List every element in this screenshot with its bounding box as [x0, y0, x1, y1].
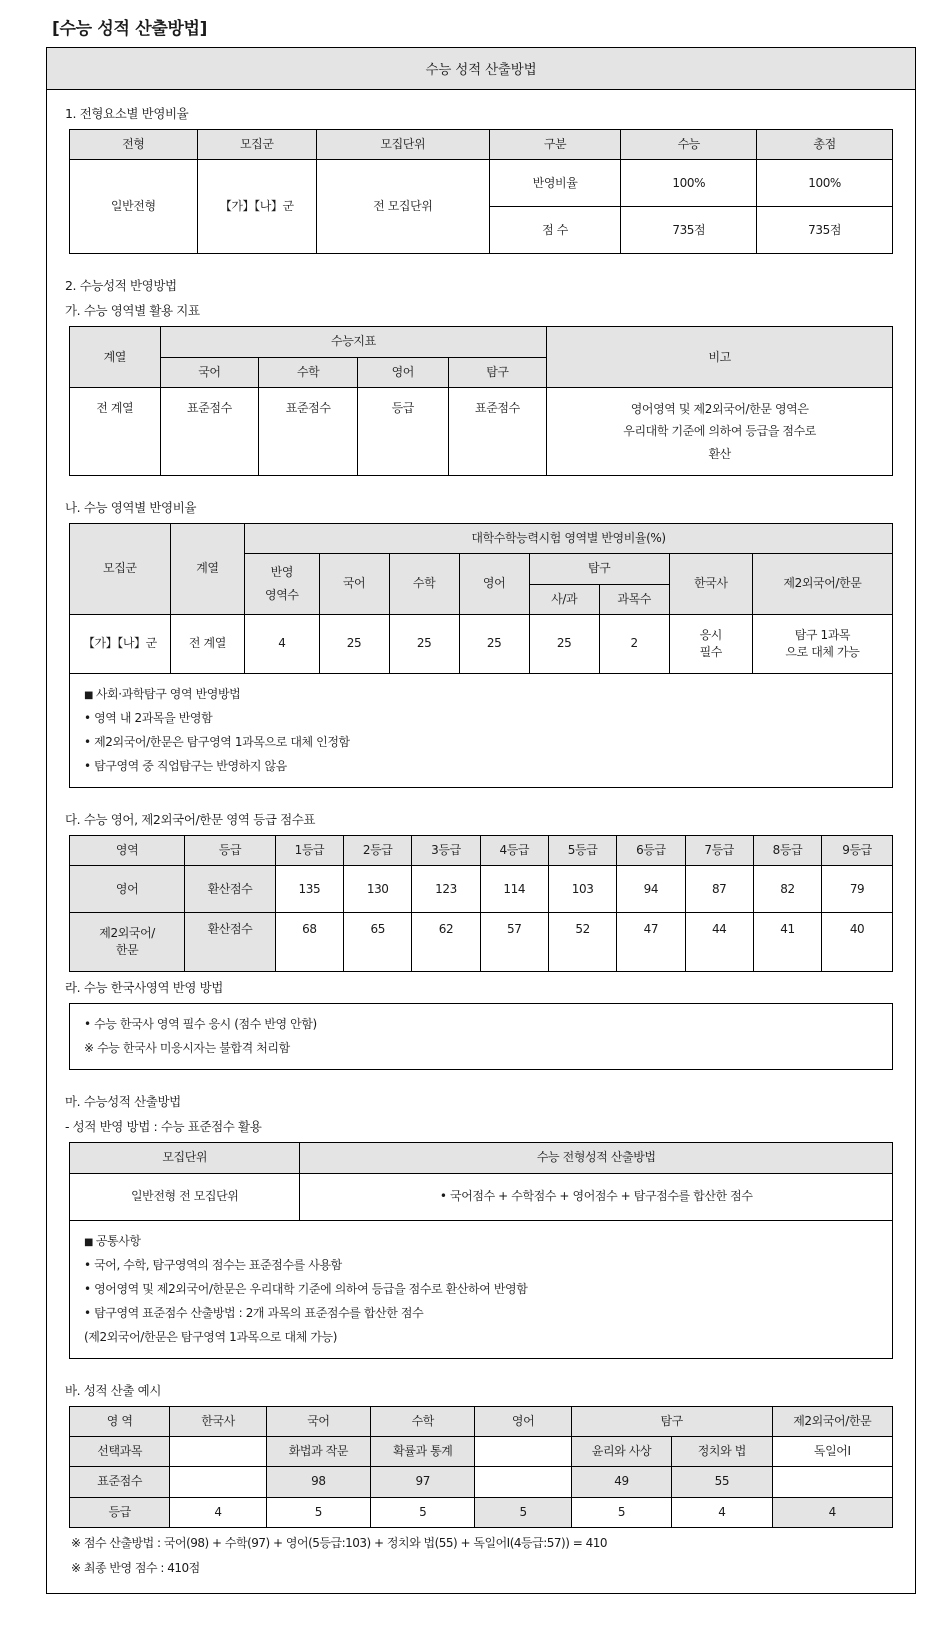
section2-heading: 2. 수능성적 반영방법	[65, 278, 177, 294]
cell-index-english: 등급	[358, 388, 449, 476]
document-outer-frame	[46, 47, 916, 1594]
table-score-example	[69, 1406, 893, 1529]
note-box-common	[69, 1221, 893, 1359]
th-unit: 모집단위	[316, 130, 489, 160]
th-subject-korean: 국어	[160, 357, 259, 387]
cell-remark	[547, 388, 893, 476]
cell-english-g2: 130	[344, 866, 412, 913]
cell-index-explore: 표준점수	[448, 388, 547, 476]
note-item: • 국어, 수학, 탐구영역의 점수는 표준점수를 사용함	[82, 1253, 880, 1277]
cell-english-ratio: 25	[459, 614, 529, 673]
cell-second-lang-value	[752, 614, 892, 673]
table-suneung-indices	[69, 326, 893, 475]
table-header-row	[70, 327, 893, 357]
th-grade-8: 8등급	[753, 835, 821, 865]
section2-da-heading: 다. 수능 영어, 제2외국어/한문 영역 등급 점수표	[65, 811, 316, 827]
section2-na-heading: 나. 수능 영역별 반영비율	[65, 499, 197, 515]
note-item: • 영어영역 및 제2외국어/한문은 우리대학 기준에 의하여 등급을 점수로 환산하여 반영함	[82, 1277, 880, 1301]
th-grade-2: 2등급	[344, 835, 412, 865]
th-korean: 국어	[266, 1406, 370, 1436]
th-english: 영어	[459, 554, 529, 615]
th-remark: 비고	[547, 327, 893, 388]
table-row	[70, 1437, 893, 1467]
th-explore: 탐구	[529, 554, 669, 584]
table-area-ratio	[69, 523, 893, 674]
cell-method-value: • 국어점수 + 수학점수 + 영어점수 + 탐구점수를 합산한 점수	[300, 1173, 893, 1220]
th-ratio-span-title: 대학수학능력시험 영역별 반영비율(%)	[245, 523, 893, 553]
table-header-row	[70, 523, 893, 553]
th-area-count	[245, 554, 319, 615]
cell-sl-g7: 44	[685, 913, 753, 972]
th-series: 계열	[170, 523, 244, 614]
cell-unit-value: 일반전형 전 모집단위	[70, 1173, 300, 1220]
note-item: • 영역 내 2과목을 반영함	[82, 706, 880, 730]
cell-english-grade: 5	[475, 1497, 571, 1527]
cell-explore-subject-count: 2	[599, 614, 669, 673]
cell-area-second-lang	[70, 913, 185, 972]
document-banner-title: 수능 성적 산출방법	[47, 48, 915, 90]
cell-sl-g1: 68	[275, 913, 343, 972]
cell-math-ratio: 25	[389, 614, 459, 673]
cell-korean-grade: 5	[266, 1497, 370, 1527]
cell-history-grade: 4	[170, 1497, 266, 1527]
cell-english-g5: 103	[548, 866, 616, 913]
cell-history	[170, 1437, 266, 1467]
th-area: 영 역	[70, 1406, 170, 1436]
th-math: 수학	[371, 1406, 475, 1436]
th-english: 영어	[475, 1406, 571, 1436]
footnote-final-score: ※ 최종 반영 점수 : 410점	[71, 1561, 200, 1576]
section1-heading: 1. 전형요소별 반영비율	[65, 106, 189, 121]
table-row	[70, 1173, 893, 1220]
cell-korean-subject: 화법과 작문	[266, 1437, 370, 1467]
th-explore-type: 사/과	[529, 584, 599, 614]
cell-sl-g8: 41	[753, 913, 821, 972]
note-item: • 수능 한국사 영역 필수 응시 (점수 반영 안함)	[82, 1012, 880, 1036]
cell-series-value: 전 계열	[70, 388, 161, 476]
cell-explore-grade-2: 4	[672, 1497, 772, 1527]
th-grade-9: 9등급	[822, 835, 893, 865]
cell-sl-g3: 62	[412, 913, 480, 972]
section2-ra-heading: 라. 수능 한국사영역 반영 방법	[65, 980, 223, 996]
table-score-calculation	[69, 1142, 893, 1220]
table-row	[70, 614, 893, 673]
cell-sl-g9: 40	[822, 913, 893, 972]
th-korean: 국어	[319, 554, 389, 615]
table-row	[70, 388, 893, 476]
cell-second-lang-subject: 독일어Ⅰ	[772, 1437, 892, 1467]
th-transform: 전형	[70, 130, 198, 160]
cell-score-label: 점 수	[489, 207, 621, 254]
th-unit: 모집단위	[70, 1143, 300, 1173]
table-header-row	[70, 835, 893, 865]
cell-sl-g6: 47	[617, 913, 685, 972]
cell-english-g4: 114	[480, 866, 548, 913]
table-grade-conversion	[69, 835, 893, 972]
th-method: 수능 전형성적 산출방법	[300, 1143, 893, 1173]
note-item: (제2외국어/한문은 탐구영역 1과목으로 대체 가능)	[84, 1329, 337, 1344]
table-row	[70, 913, 893, 972]
table-row	[70, 1467, 893, 1497]
th-grade-3: 3등급	[412, 835, 480, 865]
table-header-row	[70, 130, 893, 160]
cell-english	[475, 1467, 571, 1497]
table-admission-ratio	[69, 129, 893, 254]
th-history: 한국사	[669, 554, 752, 615]
cell-english	[475, 1437, 571, 1467]
th-grade-4: 4등급	[480, 835, 548, 865]
cell-korean-ratio: 25	[319, 614, 389, 673]
remark-line-1: 영어영역 및 제2외국어/한문 영역은	[630, 402, 809, 417]
note-heading: ■ 공통사항	[82, 1229, 880, 1253]
th-math: 수학	[389, 554, 459, 615]
cell-group-value: 【가】【나】군	[70, 614, 171, 673]
cell-english-g7: 87	[685, 866, 753, 913]
th-total: 총점	[757, 130, 893, 160]
remark-line-3: 환산	[708, 446, 731, 461]
th-suneung: 수능	[621, 130, 757, 160]
note-item: ※ 수능 한국사 미응시자는 불합격 처리함	[84, 1041, 290, 1056]
remark-line-2: 우리대학 기준에 의하여 등급을 점수로	[623, 424, 816, 439]
document-body	[47, 90, 915, 1593]
cell-ratio-total: 100%	[757, 160, 893, 207]
table-row	[70, 160, 893, 207]
th-second-lang: 제2외국어/한문	[772, 1406, 892, 1436]
note-item: • 탐구영역 중 직업탐구는 반영하지 않음	[82, 754, 880, 778]
cell-index-korean: 표준점수	[160, 388, 259, 476]
cell-explore-subject-1: 윤리와 사상	[571, 1437, 671, 1467]
cell-math-grade: 5	[371, 1497, 475, 1527]
cell-korean-score: 98	[266, 1467, 370, 1497]
cell-area-second-lang-line2: 한문	[115, 943, 139, 958]
th-grade-1: 1등급	[275, 835, 343, 865]
table-row	[70, 866, 893, 913]
note-box-history	[69, 1003, 893, 1070]
cell-unit-value: 전 모집단위	[316, 160, 489, 254]
cell-math-subject: 확률과 통계	[371, 1437, 475, 1467]
th-grade: 등급	[185, 835, 276, 865]
cell-group-value: 【가】【나】군	[197, 160, 316, 254]
th-group: 모집군	[70, 523, 171, 614]
cell-ratio-suneung: 100%	[621, 160, 757, 207]
cell-metric-second-lang: 환산점수	[185, 913, 276, 972]
cell-row-label: 등급	[70, 1497, 170, 1527]
cell-sl-g4: 57	[480, 913, 548, 972]
note-heading: ■ 사회·과학탐구 영역 반영방법	[82, 682, 880, 706]
th-grade-7: 7등급	[685, 835, 753, 865]
cell-ratio-label: 반영비율	[489, 160, 621, 207]
th-grade-6: 6등급	[617, 835, 685, 865]
th-area-count-line2: 영역수	[265, 588, 299, 603]
note-item: • 탐구영역 표준점수 산출방법 : 2개 과목의 표준점수를 합산한 점수	[82, 1301, 880, 1325]
cell-history-line2: 필수	[699, 644, 722, 659]
cell-score-suneung: 735점	[621, 207, 757, 254]
cell-history-line1: 응시	[699, 627, 722, 642]
th-subject-explore: 탐구	[448, 357, 547, 387]
cell-sl-g2: 65	[344, 913, 412, 972]
th-index-group: 수능지표	[160, 327, 547, 357]
cell-explore-ratio: 25	[529, 614, 599, 673]
cell-english-g8: 82	[753, 866, 821, 913]
section2-ba-heading: 바. 성적 산출 예시	[65, 1382, 162, 1398]
cell-explore-score-2: 55	[672, 1467, 772, 1497]
cell-history-value	[669, 614, 752, 673]
th-area-count-line1: 반영	[270, 564, 294, 579]
th-explore-count: 과목수	[599, 584, 669, 614]
cell-series-value: 전 계열	[170, 614, 244, 673]
cell-english-g1: 135	[275, 866, 343, 913]
cell-area-english: 영어	[70, 866, 185, 913]
cell-second-lang-line1: 탐구 1과목	[794, 627, 851, 642]
table-header-row	[70, 1406, 893, 1436]
th-division: 구분	[489, 130, 621, 160]
th-group: 모집군	[197, 130, 316, 160]
th-series: 계열	[70, 327, 161, 388]
note-item: • 제2외국어/한문은 탐구영역 1과목으로 대체 인정함	[82, 730, 880, 754]
cell-row-label: 표준점수	[70, 1467, 170, 1497]
th-second-lang: 제2외국어/한문	[752, 554, 892, 615]
cell-explore-grade-1: 5	[571, 1497, 671, 1527]
cell-explore-score-1: 49	[571, 1467, 671, 1497]
th-grade-5: 5등급	[548, 835, 616, 865]
cell-math-score: 97	[371, 1467, 475, 1497]
th-subject-math: 수학	[259, 357, 358, 387]
cell-second-lang-line2: 으로 대체 가능	[785, 644, 860, 659]
note-box-explore-method	[69, 674, 893, 788]
footnote-calculation: ※ 점수 산출방법 : 국어(98) + 수학(97) + 영어(5등급:103) + 정치와 법(55) + 독일어Ⅰ(4등급:57)) = 410	[71, 1536, 607, 1551]
cell-metric-english: 환산점수	[185, 866, 276, 913]
cell-area-count: 4	[245, 614, 319, 673]
cell-second-lang-grade: 4	[772, 1497, 892, 1527]
table-row	[70, 1497, 893, 1527]
section2-ma-subheading: - 성적 반영 방법 : 수능 표준점수 활용	[65, 1119, 262, 1135]
cell-score-total: 735점	[757, 207, 893, 254]
th-subject-english: 영어	[358, 357, 449, 387]
section2-ma-heading: 마. 수능성적 산출방법	[65, 1094, 181, 1110]
cell-second-lang-score	[772, 1467, 892, 1497]
cell-english-g3: 123	[412, 866, 480, 913]
cell-row-label: 선택과목	[70, 1437, 170, 1467]
th-history: 한국사	[170, 1406, 266, 1436]
cell-english-g9: 79	[822, 866, 893, 913]
cell-english-g6: 94	[617, 866, 685, 913]
table-header-row	[70, 1143, 893, 1173]
cell-sl-g5: 52	[548, 913, 616, 972]
cell-index-math: 표준점수	[259, 388, 358, 476]
section2-ga-heading: 가. 수능 영역별 활용 지표	[65, 303, 200, 319]
th-explore: 탐구	[571, 1406, 772, 1436]
th-area: 영역	[70, 835, 185, 865]
cell-area-second-lang-line1: 제2외국어/	[99, 925, 155, 940]
cell-explore-subject-2: 정치와 법	[672, 1437, 772, 1467]
cell-transform-value: 일반전형	[70, 160, 198, 254]
cell-history	[170, 1467, 266, 1497]
page-title: [수능 성적 산출방법]	[52, 19, 208, 39]
